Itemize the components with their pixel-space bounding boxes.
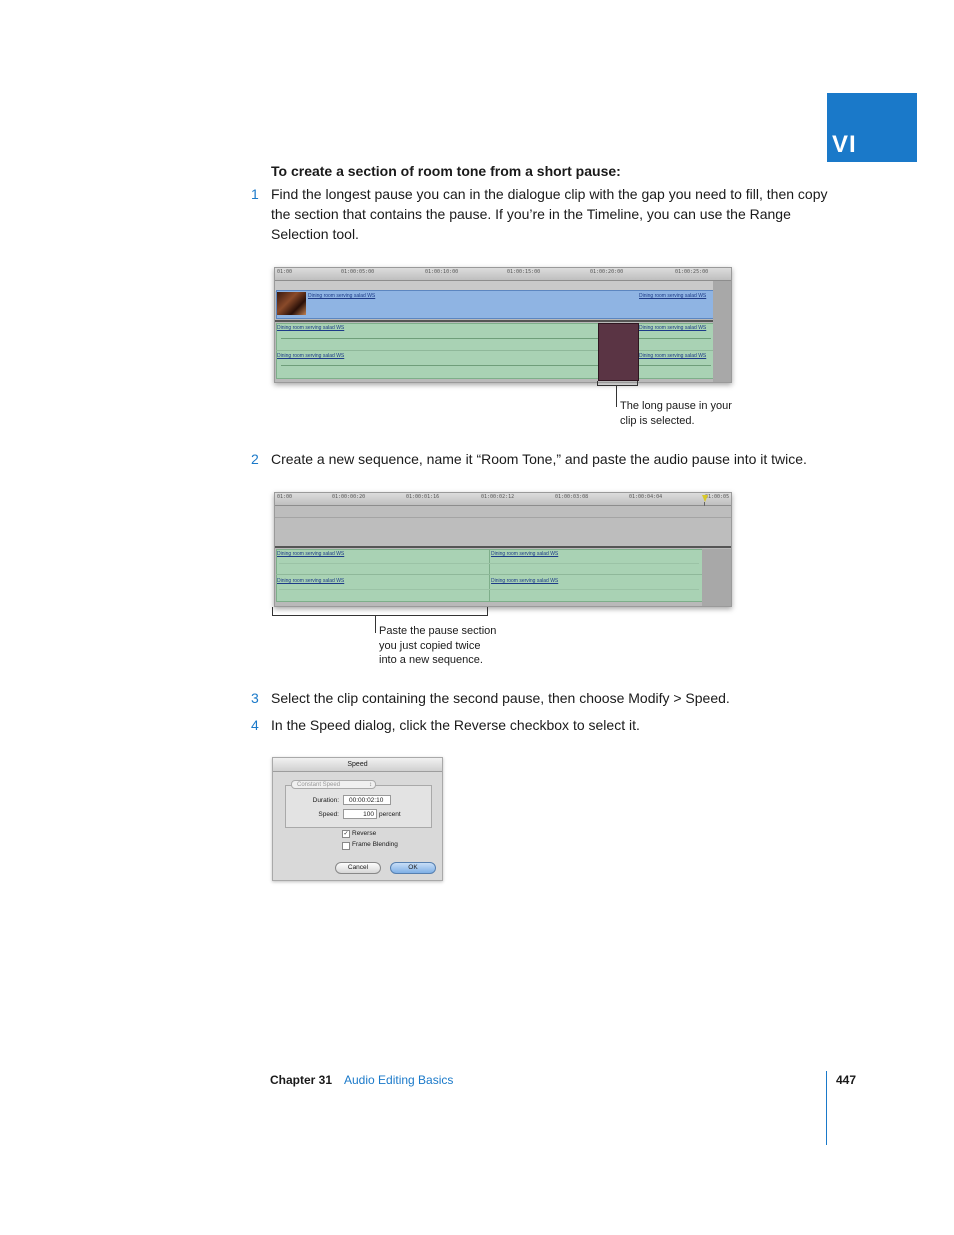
audio-waveform bbox=[279, 589, 699, 590]
cancel-button[interactable]: Cancel bbox=[335, 862, 381, 874]
audio-clip-label: Dining room serving salad WS bbox=[277, 551, 345, 557]
callout-bracket bbox=[597, 381, 638, 386]
ruler-timecode: 01:00:25:00 bbox=[675, 269, 709, 275]
callout-bracket bbox=[272, 607, 488, 616]
audio-clip-label: Dining room serving salad WS bbox=[639, 325, 707, 331]
ruler-timecode: 01:00:05 bbox=[705, 494, 730, 500]
footer-chapter: Chapter 31 bbox=[270, 1073, 333, 1087]
audio-clip[interactable] bbox=[276, 323, 715, 379]
audio-clip-label: Dining room serving salad WS bbox=[277, 353, 345, 359]
ruler-timecode: 01:00:02:12 bbox=[481, 494, 515, 500]
part-tab bbox=[827, 93, 917, 162]
duration-label: Duration: bbox=[312, 797, 339, 804]
figure-caption bbox=[379, 624, 496, 668]
audio-clip-label: Dining room serving salad WS bbox=[491, 578, 559, 584]
clip-label: Dining room serving salad WS bbox=[308, 293, 376, 299]
updown-arrows-icon: ↕ bbox=[369, 782, 372, 788]
footer-rule bbox=[826, 1071, 827, 1145]
ruler-timecode: 01:00:20:00 bbox=[590, 269, 624, 275]
callout-line bbox=[375, 615, 376, 633]
step-3 bbox=[251, 688, 831, 708]
step-text: Find the longest pause you can in the dialogue clip with the gap you need to fill, then copy the section that contains the pause. If you’re in the Timeline, you can use the Range Selection tool. bbox=[271, 186, 828, 242]
speed-dialog bbox=[272, 757, 443, 881]
figure-caption bbox=[620, 399, 732, 428]
audio-clip-label: Dining room serving salad WS bbox=[277, 578, 345, 584]
caption-line: Paste the pause section bbox=[379, 625, 497, 637]
reverse-label: Reverse bbox=[352, 830, 377, 837]
page-number: 447 bbox=[836, 1073, 857, 1087]
caption-line: into a new sequence. bbox=[379, 654, 483, 666]
caption-line: The long pause in your bbox=[620, 400, 732, 412]
audio-clip-label: Dining room serving salad WS bbox=[277, 325, 345, 331]
caption-line: you just copied twice bbox=[379, 639, 481, 652]
footer-chapter-title: Audio Editing Basics bbox=[344, 1073, 454, 1087]
procedure-heading: To create a section of room tone from a short pause: bbox=[271, 163, 621, 179]
selected-pause-range[interactable] bbox=[598, 323, 639, 381]
step-number: 2 bbox=[251, 451, 259, 467]
timeline-screenshot-1 bbox=[274, 267, 732, 383]
clip-label: Dining room serving salad WS bbox=[639, 293, 707, 299]
step-text: Select the clip containing the second pause, then choose Modify > Speed. bbox=[271, 690, 730, 706]
speed-field[interactable]: 100 bbox=[343, 809, 377, 819]
ruler-timecode: 01:00 bbox=[277, 269, 293, 275]
dialog-title: Speed bbox=[273, 758, 442, 772]
audio-clip-label: Dining room serving salad WS bbox=[639, 353, 707, 359]
speed-unit-label: percent bbox=[379, 811, 401, 818]
step-number: 1 bbox=[251, 186, 259, 202]
ruler-timecode: 01:00:04:04 bbox=[629, 494, 663, 500]
step-1 bbox=[251, 184, 831, 244]
speed-settings-group bbox=[285, 785, 432, 828]
ruler-timecode: 01:00:10:00 bbox=[425, 269, 459, 275]
ruler-timecode: 01:00:03:08 bbox=[555, 494, 589, 500]
timeline-screenshot-2 bbox=[274, 492, 732, 607]
step-4 bbox=[251, 715, 831, 735]
audio-waveform bbox=[279, 563, 699, 564]
step-number: 3 bbox=[251, 690, 259, 706]
video-thumbnail bbox=[277, 292, 306, 315]
reverse-checkbox[interactable] bbox=[342, 830, 350, 838]
audio-waveform bbox=[281, 365, 711, 366]
speed-mode-popup[interactable] bbox=[291, 780, 376, 789]
ok-button[interactable]: OK bbox=[390, 862, 436, 874]
ruler-timecode: 01:00:15:00 bbox=[507, 269, 541, 275]
part-tab-label: VI bbox=[832, 131, 857, 158]
caption-line: clip is selected. bbox=[620, 414, 695, 427]
duration-field[interactable]: 00:00:02:10 bbox=[343, 795, 391, 805]
ruler-timecode: 01:00:00:20 bbox=[332, 494, 366, 500]
ruler-timecode: 01:00 bbox=[277, 494, 293, 500]
speed-mode-value: Constant Speed bbox=[297, 782, 341, 788]
speed-label: Speed: bbox=[318, 811, 339, 818]
audio-waveform bbox=[281, 338, 711, 339]
ruler-timecode: 01:00:05:00 bbox=[341, 269, 375, 275]
step-2 bbox=[251, 449, 831, 469]
step-number: 4 bbox=[251, 717, 259, 733]
callout-line bbox=[616, 385, 617, 407]
step-text: Create a new sequence, name it “Room Tone,” and paste the audio pause into it twice. bbox=[271, 451, 807, 467]
checkmark-icon: ✓ bbox=[343, 831, 349, 837]
step-text: In the Speed dialog, click the Reverse checkbox to select it. bbox=[271, 717, 640, 733]
frame-blending-checkbox[interactable] bbox=[342, 842, 350, 850]
frame-blending-label: Frame Blending bbox=[352, 841, 398, 848]
timeline-ruler bbox=[275, 268, 731, 281]
timeline-ruler bbox=[275, 493, 731, 506]
audio-clip-label: Dining room serving salad WS bbox=[491, 551, 559, 557]
ruler-timecode: 01:00:01:16 bbox=[406, 494, 440, 500]
playhead-icon[interactable] bbox=[702, 495, 708, 502]
